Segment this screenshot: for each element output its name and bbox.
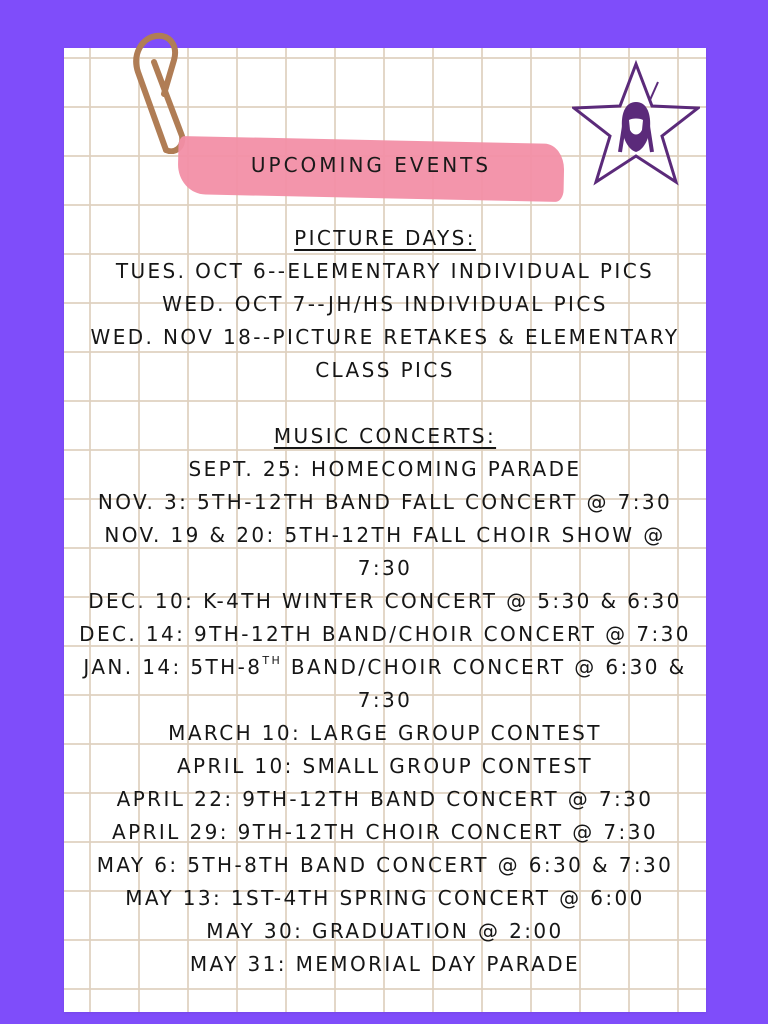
ordinal-suffix: TH xyxy=(262,654,283,668)
list-item: DEC. 10: K-4TH WINTER CONCERT @ 5:30 & 6:30 xyxy=(88,589,682,613)
list-item xyxy=(74,651,696,717)
paperclip-icon xyxy=(124,32,190,154)
events-list xyxy=(74,222,696,981)
list-item: WED. OCT 7--JH/HS INDIVIDUAL PICS xyxy=(162,292,608,316)
music-concerts-heading: MUSIC CONCERTS: xyxy=(273,424,497,448)
list-item: MAY 31: MEMORIAL DAY PARADE xyxy=(189,952,581,976)
picture-days-heading: PICTURE DAYS: xyxy=(294,226,476,250)
list-item: MAY 6: 5TH-8TH BAND CONCERT @ 6:30 & 7:30 xyxy=(96,853,674,877)
list-item: DEC. 14: 9TH-12TH BAND/CHOIR CONCERT @ 7:30 xyxy=(79,622,691,646)
list-item: WED. NOV 18--PICTURE RETAKES & ELEMENTARY CLASS PICS xyxy=(90,325,680,382)
list-item-part: JAN. 14: 5TH-8 xyxy=(83,655,263,679)
page-title: UPCOMING EVENTS xyxy=(250,153,492,177)
list-item: MARCH 10: LARGE GROUP CONTEST xyxy=(168,721,602,745)
list-item: APRIL 10: SMALL GROUP CONTEST xyxy=(176,754,594,778)
list-item: NOV. 19 & 20: 5TH-12TH FALL CHOIR SHOW @ 7:30 xyxy=(104,523,666,580)
list-item: APRIL 22: 9TH-12TH BAND CONCERT @ 7:30 xyxy=(116,787,654,811)
list-item: NOV. 3: 5TH-12TH BAND FALL CONCERT @ 7:30 xyxy=(97,490,673,514)
star-chief-logo-icon xyxy=(572,60,700,186)
list-item-part: BAND/CHOIR CONCERT @ 6:30 & 7:30 xyxy=(282,655,687,712)
list-item: MAY 30: GRADUATION @ 2:00 xyxy=(206,919,564,943)
section-spacer xyxy=(74,387,696,420)
list-item: TUES. OCT 6--ELEMENTARY INDIVIDUAL PICS xyxy=(115,259,655,283)
list-item: MAY 13: 1ST-4TH SPRING CONCERT @ 6:00 xyxy=(125,886,645,910)
list-item: SEPT. 25: HOMECOMING PARADE xyxy=(188,457,582,481)
list-item: APRIL 29: 9TH-12TH CHOIR CONCERT @ 7:30 xyxy=(112,820,658,844)
